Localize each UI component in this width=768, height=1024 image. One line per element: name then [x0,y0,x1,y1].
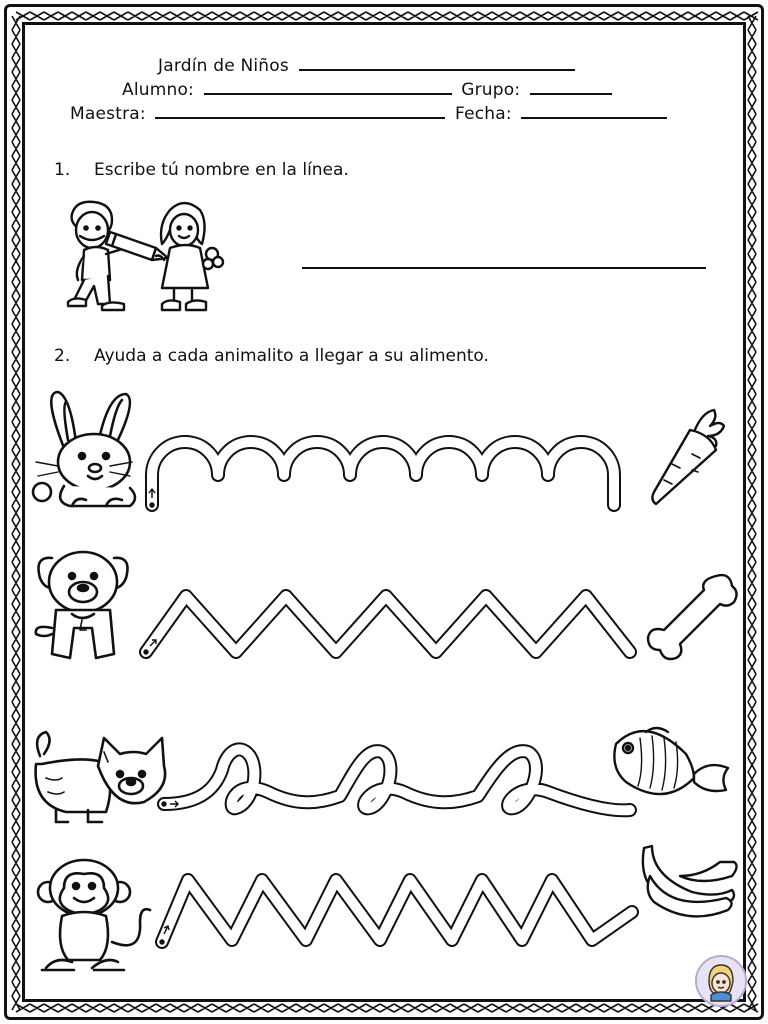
student-label: Alumno: [122,80,194,100]
question-2-number: 2. [54,346,71,366]
question-2-text: Ayuda a cada animalito a llegar a su alimento. [94,346,489,366]
date-label: Fecha: [455,104,512,124]
question-1-number: 1. [54,160,71,180]
group-label: Grupo: [461,80,521,100]
school-label: Jardín de Niños [158,56,289,76]
question-1-text: Escribe tú nombre en la línea. [94,160,349,180]
logo-badge [695,955,747,1007]
girl-avatar-icon [701,961,741,1001]
teacher-label: Maestra: [70,104,146,124]
